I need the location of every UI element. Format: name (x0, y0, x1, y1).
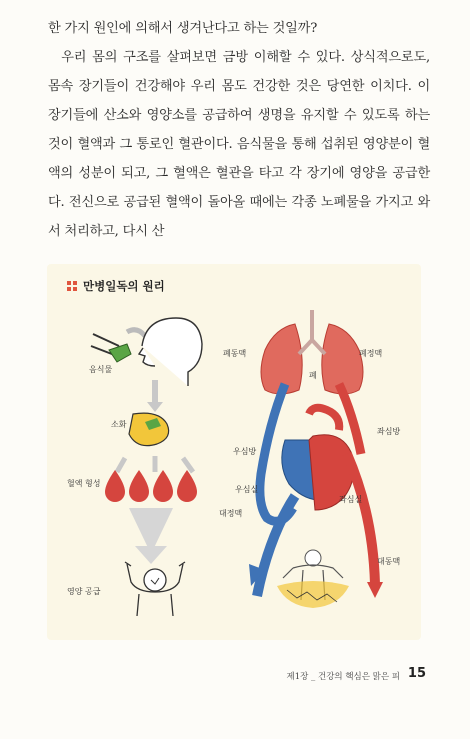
label-digestion: 소화 (111, 420, 127, 429)
label-left-atrium: 좌심방 (377, 427, 401, 436)
lungs-illustration (261, 310, 363, 394)
label-vena-cava: 대정맥 (219, 509, 243, 518)
label-right-ventricle: 우심실 (235, 485, 259, 494)
label-aorta: 대동맥 (377, 557, 401, 566)
body-text (48, 14, 430, 246)
arrow-to-mouth (127, 330, 145, 336)
label-pulmonary-vein: 폐정맥 (359, 349, 383, 358)
label-nutrition: 영양 공급 (67, 587, 101, 596)
label-right-atrium: 우심방 (233, 447, 257, 456)
head-illustration (139, 318, 202, 386)
label-left-ventricle: 좌심실 (339, 495, 363, 504)
paragraph-1: 한 가지 원인에 의해서 생겨난다고 하는 것일까? (48, 21, 318, 36)
blood-drops (105, 470, 197, 502)
circulation-diagram (47, 264, 421, 640)
label-food: 음식물 (89, 365, 113, 374)
aorta-vessel (347, 454, 375, 584)
label-blood-formation: 혈액 형성 (67, 479, 101, 488)
running-title: 제1장 _ 건강의 핵심은 맑은 피 (286, 672, 400, 682)
person-illustration (125, 562, 185, 616)
paragraph-2: 우리 몸의 구조를 살펴보면 금방 이해할 수 있다. 상식적으로도, 몸속 장기들이 건강해야 우리 몸도 건강한 것은 당연한 이치다. 이 장기들에 산소와 영양소를 공급하여 생명을 유지할 수 있도록 하는 것이 혈액과 그 통로인 혈관이다. 음식물을 통해 섭취된 영양분이 혈액의 성분이 되고, 그 혈액은 혈관을 타고 각 장기에 영양을 공급한다. 전신으로 공급된 혈액이 돌아올 때에는 각종 노폐물을 가지고 와서 처리하고, 다시 산 (48, 50, 430, 239)
food-illustration (91, 334, 131, 362)
label-lung: 폐 (309, 371, 317, 380)
stomach-illustration (129, 413, 169, 446)
figure-title-text: 만병일독의 원리 (83, 279, 165, 293)
body-silhouette (277, 550, 349, 608)
figure-box (47, 264, 421, 640)
page-number: 15 (407, 666, 426, 681)
label-pulmonary-artery: 폐동맥 (223, 349, 247, 358)
